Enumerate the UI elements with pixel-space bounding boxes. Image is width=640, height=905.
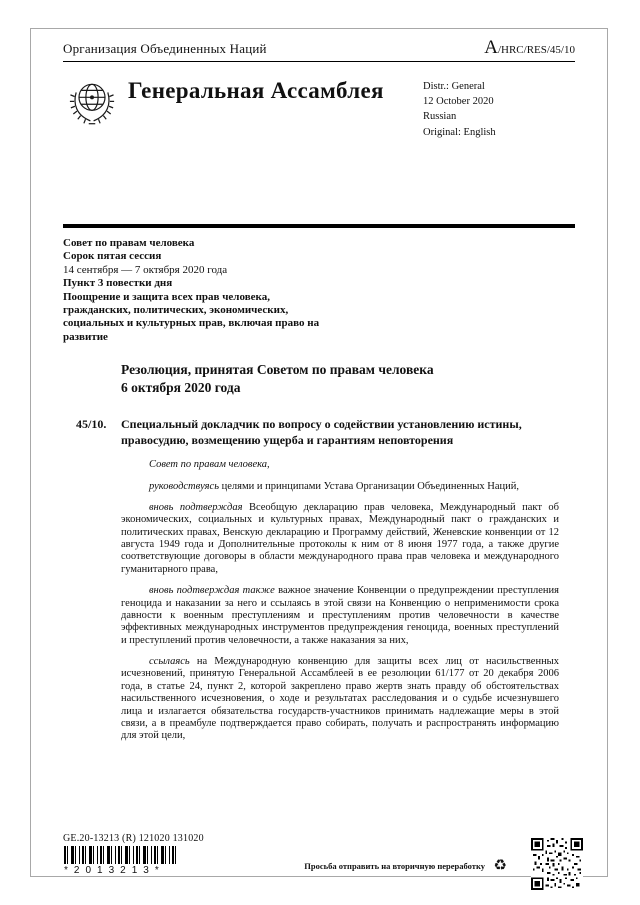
ge-document-number: GE.20-13213 (R) 121020 131020 [63, 833, 204, 844]
paragraph-lead: Совет по правам человека, [149, 459, 270, 471]
doc-symbol-number: /HRC/RES/45/10 [497, 44, 575, 56]
masthead [63, 74, 575, 140]
session-dates: 14 сентября — 7 октября 2020 года [63, 263, 228, 276]
paragraph-text: важное значение Конвенции о предупреждении преступления геноцида и наказании за него и ссылаясь в этой связи на Конвенцию о неприменимости срока давности к военным преступлениям и преступлениям против человечности в качестве эффективных международных инструментов предупреждения геноцида, военных преступлений и преступлений против человечности, а также наказания за них, [121, 585, 559, 646]
qr-code-icon [531, 838, 583, 890]
recycle-icon: ♻ [493, 858, 507, 874]
preamble-paragraph [121, 481, 559, 493]
resolution-title: Специальный докладчик по вопросу о содействии установлению истины, правосудию, возмещению ущерба и гарантиям неповторения [121, 416, 522, 448]
paragraph-text: Всеобщую декларацию прав человека, Международный пакт об экономических, социальных и культурных правах, Международный пакт о гражданских и политических правах, Венскую декларацию и Программу действий, Женевские конвенции от 12 августа 1949 года и Дополнительные протоколы к ним от 8 июня 1977 года, а также другие соответствующие договоры в области международного права прав человека и международного гуманитарного права, [121, 501, 559, 575]
resolution-title-row [76, 416, 559, 450]
session-block [63, 237, 325, 344]
resolution-heading-line1: Резолюция, принятая Советом по правам человека [121, 362, 434, 378]
preamble-paragraph [121, 585, 559, 647]
original-language-line: Original: English [423, 126, 496, 138]
language-line: Russian [423, 111, 457, 123]
agenda-item: Пункт 3 повестки дня [63, 277, 173, 290]
paragraph-text: целями и принципами Устава Организации Объединенных Наций, [219, 480, 520, 492]
divider-bar [63, 224, 575, 228]
distr-line: Distr.: General [423, 81, 485, 92]
recycle-notice: Просьба отправить на вторичную переработку [304, 861, 485, 871]
paragraph-text: на Международную конвенцию для защиты всех лиц от насильственных исчезновений, принятую Генеральной Ассамблеей в ее резолюции 61/177 от 20 декабря 2006 года, в статье 24, пункт 2, которой закреплено право жертв знать правду об обстоятельствах насильственного исчезновения, о ходе и результатах расследования и о судьбе исчезнувшего лица и излагается обязательства государств-участников принимать надлежащие меры в этой связи, а в преамбуле подтверждается право собирать, получать и распространять информацию для этой цели, [121, 656, 559, 742]
paragraph-lead: руководствуясь [149, 480, 219, 492]
page-title: Генеральная Ассамблея [128, 78, 384, 103]
council-name: Совет по правам человека [63, 236, 195, 249]
document-page [30, 28, 608, 877]
resolution-body [121, 459, 559, 743]
doc-symbol-letter: A [484, 37, 498, 58]
org-name: Организация Объединенных Наций [63, 41, 267, 56]
un-emblem-icon [66, 74, 118, 132]
date-line: 12 October 2020 [423, 96, 494, 108]
resolution-heading [121, 361, 559, 397]
paragraph-lead: ссылаясь [149, 656, 190, 668]
session-name: Сорок пятая сессия [63, 250, 162, 263]
document-header [63, 38, 575, 62]
resolution-heading-line2: 6 октября 2020 года [121, 380, 241, 396]
distribution-block [423, 79, 575, 140]
preamble-paragraph [121, 656, 559, 743]
agenda-title: Поощрение и защита всех прав человека, гражданских, политических, экономических, социальных и культурных прав, включая право на развитие [63, 290, 320, 343]
doc-symbol [484, 38, 575, 57]
barcode [64, 846, 176, 864]
preamble-paragraph [121, 502, 559, 576]
preamble-paragraph [121, 459, 559, 471]
resolution-number: 45/10. [76, 416, 107, 431]
barcode-text: *2013213* [64, 865, 165, 876]
paragraph-lead: вновь подтверждая также [149, 585, 275, 597]
paragraph-lead: вновь подтверждая [149, 501, 243, 513]
